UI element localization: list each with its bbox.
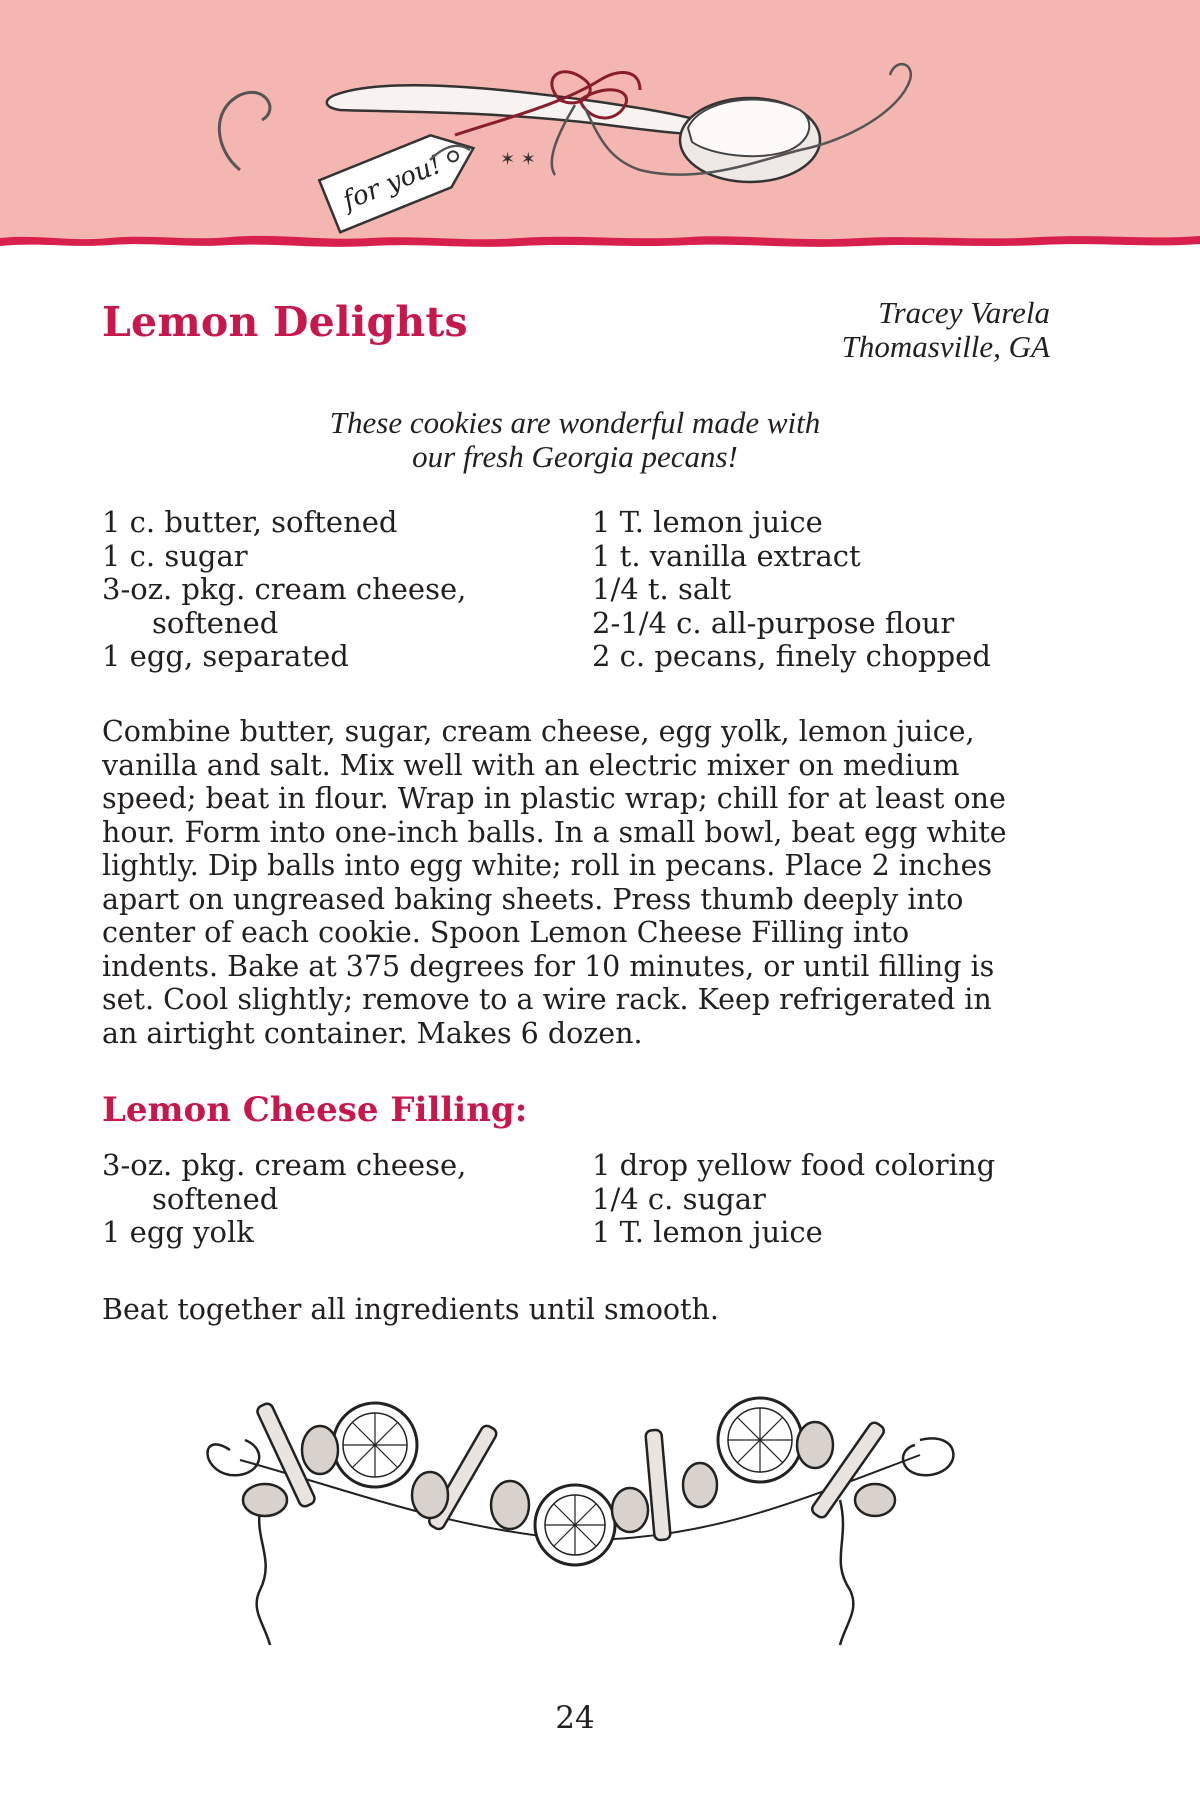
ingredients-left [102, 506, 466, 674]
page-number: 24 [555, 1700, 595, 1736]
contributor-location: Thomasville, GA [841, 329, 1050, 364]
ingredient: 1 c. butter, softened [102, 505, 398, 539]
filling-ingredients-right [592, 1149, 995, 1250]
orange-slice-icon [718, 1398, 802, 1482]
contributor-name: Tracey Varela [878, 295, 1050, 330]
ribbon-icon [840, 1500, 853, 1645]
ingredient: 1/4 c. sugar [592, 1181, 766, 1216]
ingredient-continuation: softened [152, 605, 279, 640]
ribbon-icon [208, 1440, 260, 1475]
recipe-directions: Combine butter, sugar, cream cheese, egg yolk, lemon juice, vanilla and salt. Mix well with an electric mixer on medium speed; beat in flour. Wrap in plastic wrap; chill for at least one hour. Form into one-inch balls. In a small bowl, beat egg white lightly. Dip balls into egg white; roll in pecans. Place 2 inches apart on ungreased baking sheets. Press thumb deeply into center of each cookie. Spoon Lemon Cheese Filling into indents. Bake at 375 degrees for 10 minutes, or until filling is set. Cool slightly; remove to a wire rack. Keep refrigerated in an airtight container. Makes 6 dozen. [102, 715, 1007, 1050]
walnut-icon [491, 1481, 529, 1529]
ingredient: 1 c. sugar [102, 538, 248, 573]
filling-ingredients-left [102, 1149, 466, 1250]
header-illustration [0, 0, 1200, 260]
gift-tag-icon [319, 122, 484, 232]
ingredient: 1 drop yellow food coloring [592, 1148, 996, 1182]
walnut-icon [243, 1484, 287, 1516]
filling-title: Lemon Cheese Filling: [102, 1090, 528, 1130]
walnut-icon [412, 1472, 448, 1518]
ingredient: 1/4 t. salt [592, 572, 732, 606]
filling-directions: Beat together all ingredients until smooth. [102, 1293, 719, 1326]
walnut-icon [683, 1463, 717, 1507]
walnut-icon [612, 1488, 648, 1532]
ingredient: 1 t. vanilla extract [592, 538, 861, 573]
ingredient: 1 egg yolk [102, 1215, 254, 1249]
garland-illustration [200, 1390, 960, 1660]
intro-line: our fresh Georgia pecans! [412, 439, 738, 474]
ingredient-continuation: softened [152, 1181, 279, 1216]
svg-text:✶ ✶: ✶ ✶ [500, 149, 536, 170]
gift-tag-text: for you! [338, 149, 446, 217]
wavy-edge [0, 236, 1200, 247]
recipe-intro [200, 406, 950, 474]
twine-curl-left [219, 92, 270, 170]
ingredient: 3-oz. pkg. cream cheese, [102, 572, 467, 606]
ingredient: 2 c. pecans, finely chopped [592, 639, 991, 673]
contributor [842, 296, 1050, 364]
ingredient: 2-1/4 c. all-purpose flour [592, 605, 955, 640]
ribbon-icon [903, 1438, 953, 1475]
ribbon-icon [257, 1510, 270, 1645]
walnut-icon [797, 1422, 833, 1468]
walnut-icon [302, 1426, 338, 1474]
ingredient: 3-oz. pkg. cream cheese, [102, 1148, 467, 1182]
ingredient: 1 T. lemon juice [592, 1215, 823, 1249]
recipe-title: Lemon Delights [102, 298, 468, 346]
orange-slice-icon [535, 1485, 615, 1565]
cinnamon-stick-icon [645, 1430, 671, 1541]
ingredients-right [592, 506, 991, 674]
walnut-icon [855, 1484, 895, 1516]
orange-slice-icon [333, 1403, 417, 1487]
intro-line: These cookies are wonderful made with [329, 405, 821, 440]
ingredient: 1 egg, separated [102, 639, 349, 673]
ingredient: 1 T. lemon juice [592, 505, 823, 539]
